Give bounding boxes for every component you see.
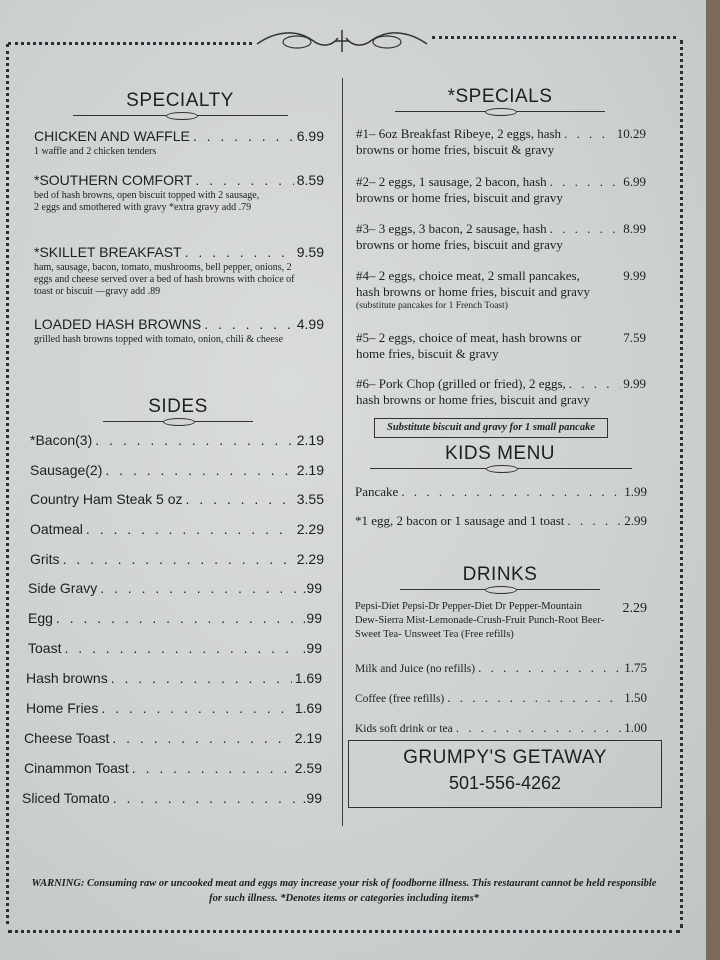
sides-item	[30, 432, 324, 449]
special-description: #6– Pork Chop (grilled or fried), 2 eggs,	[356, 376, 566, 391]
drinks-item	[355, 690, 647, 707]
heading-rule	[395, 111, 605, 112]
item-price: 9.59	[296, 244, 324, 260]
dot-leader	[101, 700, 291, 717]
specialty-item	[34, 316, 324, 346]
item-name: Side Gravy	[28, 580, 98, 596]
dot-leader	[185, 244, 294, 261]
sides-item	[22, 790, 322, 807]
item-price: 1.75	[624, 660, 647, 675]
item-name: Cinammon Toast	[24, 760, 129, 776]
item-description: grilled hash browns topped with tomato, onion, chili & cheese	[34, 334, 284, 345]
border-bottom	[8, 930, 680, 933]
restaurant-info-box	[348, 740, 662, 808]
specials-heading-text: *SPECIALS	[447, 86, 553, 107]
specialty-heading	[100, 90, 260, 116]
item-name: Sliced Tomato	[22, 790, 110, 806]
item-price: 2.19	[296, 432, 324, 448]
border-top-left	[8, 42, 252, 45]
item-price: 2.29	[296, 551, 324, 567]
sides-heading	[118, 396, 238, 422]
sides-heading-text: SIDES	[148, 396, 208, 417]
dot-leader	[64, 640, 299, 657]
item-price: 10.29	[616, 126, 646, 141]
restaurant-phone: 501-556-4262	[448, 773, 562, 793]
special-item	[356, 221, 646, 253]
item-price: 2.19	[294, 730, 322, 746]
sides-item	[24, 760, 322, 777]
special-description-cont: browns or home fries, biscuit and gravy	[356, 190, 563, 205]
sides-item	[30, 551, 324, 568]
item-name: LOADED HASH BROWNS	[34, 316, 202, 332]
dot-leader	[447, 690, 621, 706]
special-description-cont: home fries, biscuit & gravy	[356, 346, 499, 361]
substitute-note-box	[374, 418, 608, 438]
item-name: *SOUTHERN COMFORT	[34, 172, 193, 188]
item-price: 1.69	[294, 670, 322, 686]
dot-leader	[112, 730, 291, 747]
special-description: #1– 6oz Breakfast Ribeye, 2 eggs, hash	[356, 126, 562, 141]
health-warning: WARNING: Consuming raw or uncooked meat and eggs may increase your risk of foodborne illness. This restaurant cannot be held responsible for such illness. *Denotes items or categories including items*	[31, 878, 657, 904]
item-price: 8.59	[296, 172, 324, 188]
sides-item	[30, 462, 324, 479]
item-price: 2.19	[296, 462, 324, 478]
item-name: Coffee (free refills)	[355, 693, 445, 705]
heading-rule	[103, 421, 253, 422]
substitute-note: Substitute biscuit and gravy for 1 small pancake	[387, 422, 595, 433]
dot-leader	[569, 376, 620, 392]
specialty-heading-text: SPECIALTY	[126, 90, 234, 111]
heading-rule	[73, 115, 288, 116]
item-price: 2.99	[624, 513, 647, 528]
item-price: 2.59	[294, 760, 322, 776]
special-description-cont: browns or home fries, biscuit & gravy	[356, 142, 555, 157]
item-name: *SKILLET BREAKFAST	[34, 244, 182, 260]
restaurant-name: GRUMPY'S GETAWAY	[403, 747, 607, 768]
dot-leader	[56, 610, 300, 627]
specialty-item	[34, 128, 324, 158]
item-price: 9.99	[623, 268, 646, 283]
kids-item	[355, 513, 647, 529]
dot-leader	[193, 128, 294, 145]
item-price: 2.29	[622, 601, 647, 616]
kids-heading-text: KIDS MENU	[444, 443, 556, 464]
dot-leader	[63, 551, 294, 568]
special-item	[356, 126, 646, 158]
item-price: 1.99	[624, 484, 647, 499]
item-name: Milk and Juice (no refills)	[355, 663, 476, 675]
drinks-item	[355, 660, 647, 677]
sides-item	[30, 491, 324, 508]
specialty-item	[34, 244, 324, 298]
border-right	[680, 40, 683, 928]
item-description: bed of hash browns, open biscuit topped with 2 sausage, 2 eggs and smothered with gravy *extra gravy add .79	[34, 190, 260, 213]
dot-leader	[186, 491, 294, 508]
special-description: #2– 2 eggs, 1 sausage, 2 bacon, hash	[356, 174, 547, 189]
special-item	[356, 330, 646, 362]
drinks-heading-text: DRINKS	[462, 564, 538, 585]
item-price: .99	[302, 610, 322, 626]
dot-leader	[95, 432, 293, 449]
special-description: #3– 3 eggs, 3 bacon, 2 sausage, hash	[356, 221, 547, 236]
item-name: Grits	[30, 551, 60, 567]
dot-leader	[111, 670, 292, 687]
item-price: 9.99	[623, 376, 646, 391]
item-name: Country Ham Steak 5 oz	[30, 491, 183, 507]
dot-leader	[195, 172, 293, 189]
sides-item	[26, 700, 322, 717]
item-description: 1 waffle and 2 chicken tenders	[34, 146, 157, 157]
dot-leader	[550, 174, 621, 190]
flourish-ornament	[252, 26, 432, 56]
item-price: .99	[302, 580, 322, 596]
dot-leader	[100, 580, 299, 597]
sides-item	[28, 610, 322, 627]
dot-leader	[132, 760, 292, 777]
heading-rule	[370, 468, 632, 469]
dot-leader	[550, 221, 621, 237]
item-price: 6.99	[296, 128, 324, 144]
drinks-soda-item	[355, 600, 647, 642]
item-price: 8.99	[623, 221, 646, 236]
kids-item	[355, 484, 647, 500]
dot-leader	[86, 521, 294, 538]
heading-rule	[400, 589, 600, 590]
dot-leader	[204, 316, 294, 333]
special-item	[356, 268, 646, 313]
sides-item	[24, 730, 322, 747]
item-name: *Bacon(3)	[30, 432, 93, 448]
special-note: (substitute pancakes for 1 French Toast)	[356, 301, 508, 311]
border-top-right	[432, 36, 676, 39]
item-name: Kids soft drink or tea	[355, 723, 453, 735]
item-price: 2.29	[296, 521, 324, 537]
item-description: ham, sausage, bacon, tomato, mushrooms, bell pepper, onions, 2 eggs and cheese served over a bed of hash browns with choice of toast or biscuit —gravy add .89	[34, 262, 295, 297]
item-name: *1 egg, 2 bacon or 1 sausage and 1 toast	[355, 513, 565, 528]
item-name: Toast	[28, 640, 62, 656]
border-left	[6, 44, 9, 924]
sides-item	[30, 521, 324, 538]
dot-leader	[401, 484, 621, 500]
special-description: #5– 2 eggs, choice of meat, hash browns or	[356, 330, 582, 345]
item-price: .99	[302, 640, 322, 656]
item-price: 7.59	[623, 330, 646, 345]
item-price: 1.69	[294, 700, 322, 716]
special-item	[356, 376, 646, 408]
sides-item	[28, 580, 322, 597]
special-description-cont: browns or home fries, biscuit and gravy	[356, 237, 563, 252]
drinks-heading	[440, 564, 560, 590]
item-price: 1.00	[624, 720, 647, 735]
item-name: CHICKEN AND WAFFLE	[34, 128, 190, 144]
sides-item	[26, 670, 322, 687]
item-price: 4.99	[296, 316, 324, 332]
sides-item	[28, 640, 322, 657]
soda-list: Pepsi-Diet Pepsi-Dr Pepper-Diet Dr Pepper-Mountain Dew-Sierra Mist-Lemonade-Crush-Fruit Punch-Root Beer- Sweet Tea- Unsweet Tea (Free refills)	[355, 601, 605, 640]
specials-heading	[430, 86, 570, 112]
column-divider	[342, 78, 343, 826]
dot-leader	[478, 660, 621, 676]
specialty-item	[34, 172, 324, 214]
drinks-item	[355, 720, 647, 737]
dot-leader	[105, 462, 293, 479]
dot-leader	[567, 513, 621, 529]
special-item	[356, 174, 646, 206]
special-description-cont: hash browns or home fries, biscuit and gravy	[356, 392, 590, 407]
dot-leader	[456, 720, 622, 736]
dot-leader	[113, 790, 300, 807]
item-name: Pancake	[355, 484, 399, 499]
item-name: Sausage(2)	[30, 462, 103, 478]
item-price: .99	[302, 790, 322, 806]
special-description-cont: hash browns or home fries, biscuit and gravy	[356, 284, 590, 299]
table-edge	[706, 0, 720, 960]
kids-heading	[420, 443, 580, 469]
dot-leader	[564, 126, 614, 142]
item-name: Home Fries	[26, 700, 99, 716]
item-name: Cheese Toast	[24, 730, 110, 746]
item-name: Egg	[28, 610, 53, 626]
item-price: 6.99	[623, 174, 646, 189]
item-price: 1.50	[624, 690, 647, 705]
item-price: 3.55	[296, 491, 324, 507]
item-name: Oatmeal	[30, 521, 83, 537]
special-description: #4– 2 eggs, choice meat, 2 small pancakes,	[356, 268, 580, 283]
item-name: Hash browns	[26, 670, 108, 686]
